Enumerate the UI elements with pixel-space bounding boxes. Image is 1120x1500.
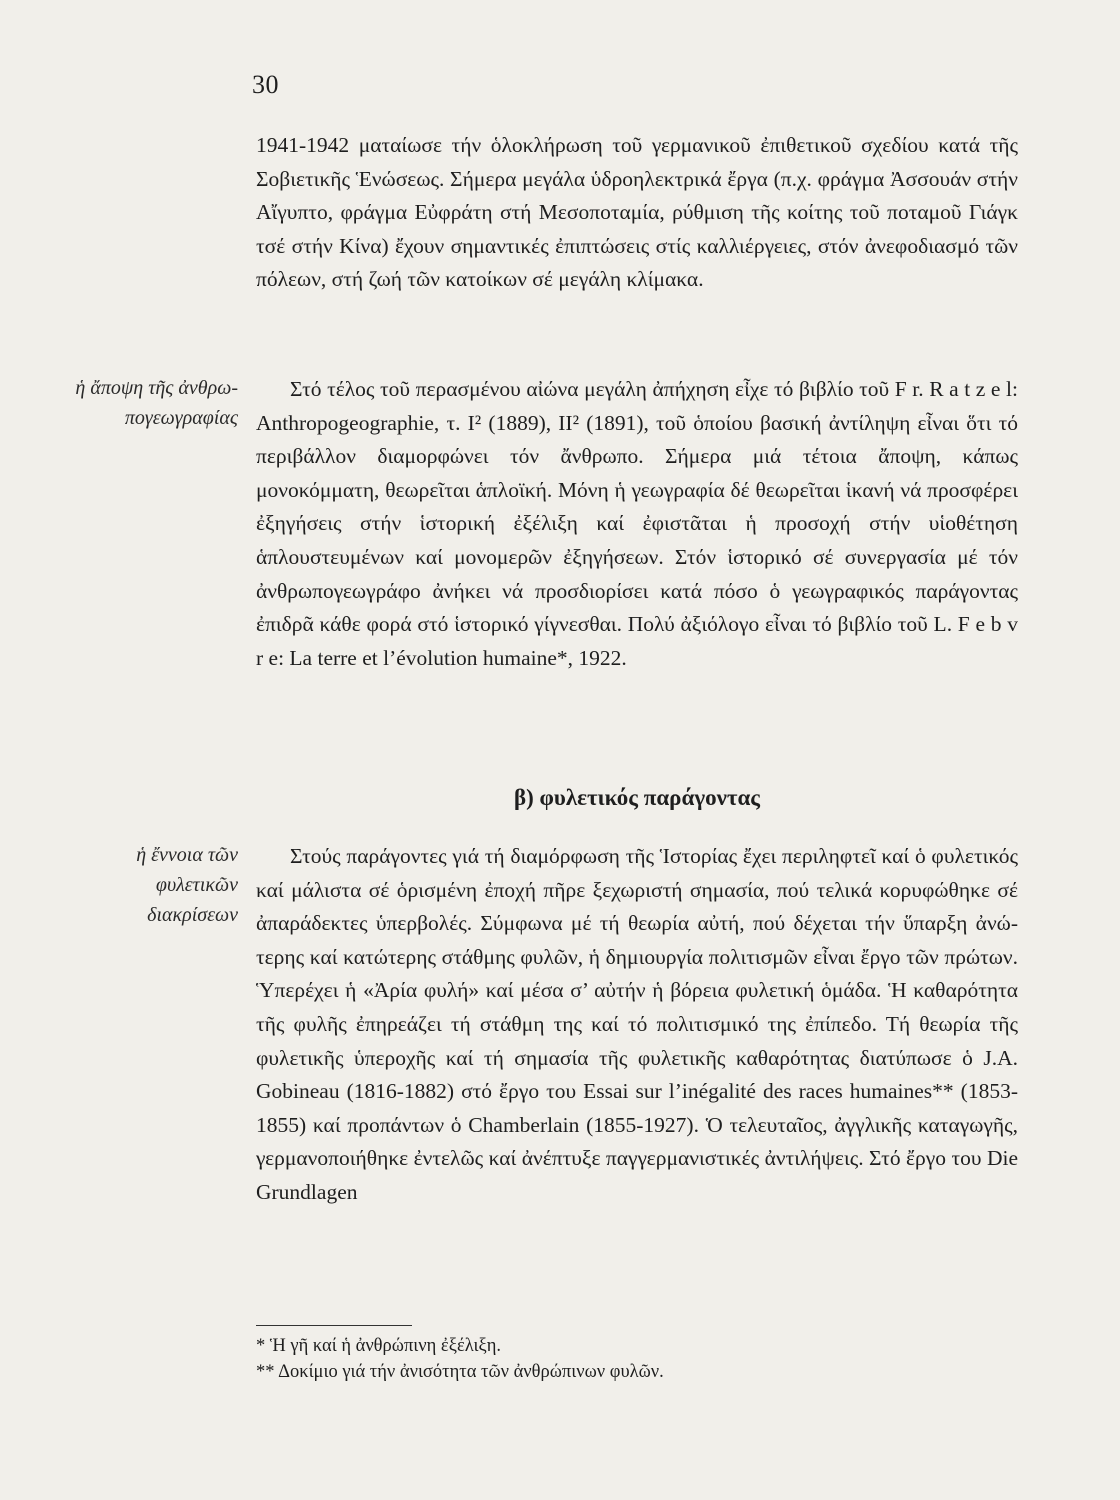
paragraph-3 <box>256 840 1018 1210</box>
paragraph-2 <box>256 373 1018 675</box>
footnote-divider <box>256 1325 412 1326</box>
margin-note-racial-distinctions: ἡ ἔννοια τῶν φυλετικῶν διακρίσεων <box>136 844 238 926</box>
paragraph-1 <box>256 129 1018 297</box>
paragraph-text: Στό τέλος τοῦ περασμένου αἰώνα μεγάλη ἀπήχηση εἶχε τό βιβλίο τοῦ F r. R a t z e l: Anthropogeographie, τ. I² (1889), II² (1891), τοῦ ὁποίου βασική ἀντίληψη εἶναι ὅτι τό περιβάλλον διαμορφώνει τόν ἄνθρωπο. Σήμερα μιά τέτοια ἄποψη, κάπως μονοκόμματη, θεωρεῖται ἁπλοϊκή. Μόνη ἡ γεωγραφία δέ θεωρεῖται ἱκανή νά προσφέρει ἐξηγήσεις στήν ἱστορική ἐξέλιξη καί ἐφιστᾶται ἡ προσοχή στήν υἱοθέτηση ἁπλουστευμένων καί μονομερῶν ἐξηγήσεων. Στόν ἱστορικό σέ συνεργασία μέ τόν ἀνθρωπογεωγράφο ἀνήκει νά προσδιορίσει κατά πόσο ὁ γεωγραφικός παράγοντας ἐπιδρᾶ κάθε φορά στό ἱστορικό γίγνεσθαι. Πολύ ἀξιόλογο εἶναι τό βιβλίο τοῦ L. F e b v r e: La terre et l’évolution humaine*, 1922. <box>256 377 1018 670</box>
footnote-2: ** Δοκίμιο γιά τήν ἀνισότητα τῶν ἀνθρώπινων φυλῶν. <box>256 1362 664 1382</box>
paragraph-text: Στούς παράγοντες γιά τή διαμόρφωση τῆς Ἱστορίας ἔχει περιληφτεῖ καί ὁ φυλετικός καί μάλιστα σέ ὁρισμένη ἐποχή πῆρε ξεχωριστή σημασία, πού τελικά κορυφώθηκε σέ ἀπαράδεκτες ὑπερβολές. Σύμφωνα μέ τή θεωρία αὐτή, πού δέχεται τήν ὕπαρξη ἀνώτερης καί κατώτερης στάθμης φυλῶν, ἡ δημιουργία πολιτισμῶν εἶναι ἔργο τῶν πρώτων. Ὑπερέχει ἡ «Ἀρία φυλή» καί μέσα σ’ αὐτήν ἡ βόρεια φυλετική ὁμάδα. Ἡ καθαρότητα τῆς φυλῆς ἐπηρεάζει τή στάθμη της καί τό πολιτισμικό της ἐπίπεδο. Τή θεωρία τῆς φυλετικῆς ὑπεροχῆς καί τή σημασία τῆς φυλετικῆς καθαρότητας διατύπωσε ὁ J.A. Gobineau (1816-1882) στό ἔργο του Essai sur l’inégalité des races humaines** (1853-1855) καί προπάντων ὁ Chamberlain (1855-1927). Ὁ τελευταῖος, ἀγγλικῆς καταγωγῆς, γερμανοποιήθηκε ἐντελῶς καί ἀνέπτυξε παγγερμανιστικές ἀντιλήψεις. Στό ἔργο του Die Grundlagen <box>256 844 1018 1204</box>
section-heading: β) φυλετικός παράγοντας <box>514 785 760 810</box>
footnote-1: * Ἡ γῆ καί ἡ ἀνθρώπινη ἐξέλιξη. <box>256 1336 501 1356</box>
footnotes <box>256 1333 664 1385</box>
margin-note-anthropogeography: ἡ ἄποψη τῆς ἀνθρωπογεωγραφίας <box>75 377 238 429</box>
page-number: 30 <box>252 70 279 99</box>
paragraph-text: 1941-1942 ματαίωσε τήν ὁλοκλήρωση τοῦ γερμανικοῦ ἐπιθετικοῦ σχεδίου κατά τῆς Σοβιετικῆς Ἑνώσεως. Σήμερα μεγάλα ὑδροηλεκτρικά ἔργα (π.χ. φράγμα Ἀσσουάν στήν Αἴγυπτο, φράγμα Εὐφράτη στή Μεσοποταμία, ρύθμιση τῆς κοίτης τοῦ ποταμοῦ Γιάγκ τσέ στήν Κίνα) ἔχουν σημαντικές ἐπιπτώσεις στίς καλλιέργειες, στόν ἀνεφοδιασμό τῶν πόλεων, στή ζωή τῶν κατοίκων σέ μεγάλη κλίμακα. <box>256 133 1018 292</box>
